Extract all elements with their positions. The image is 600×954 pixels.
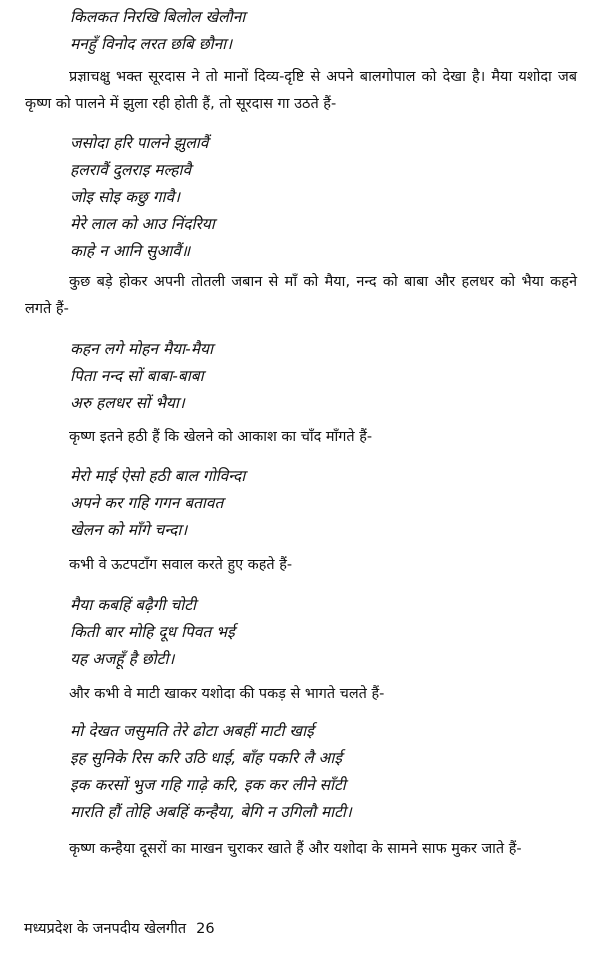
verse-line: खेलन को माँगे चन्दा।	[70, 521, 188, 539]
footer-title: मध्यप्रदेश के जनपदीय खेलगीत	[24, 921, 187, 937]
verse-line: मेरे लाल को आउ निंदरिया	[70, 215, 215, 233]
verse-line: जोइ सोइ कछु गावै।	[70, 188, 181, 206]
verse-line: मेरो माई ऐसो हठी बाल गोविन्दा	[70, 467, 246, 485]
verse-line: जसोदा हरि पालने झुलावैं	[70, 134, 209, 152]
verse-line: पिता नन्द सों बाबा-बाबा	[70, 367, 204, 385]
verse-line: इह सुनिके रिस करि उठि धाई, बाँह पकरि लै आई	[70, 749, 342, 767]
verse-line: मैया कबहिं बढ़ैगी चोटी	[70, 596, 197, 614]
verse-block-4	[70, 463, 570, 544]
paragraph-1: प्रज्ञाचक्षु भक्त सूरदास ने तो मानों दिव्य-दृष्टि से अपने बालगोपाल को देखा है। मैया यशोदा जब कृष्ण को पालने में झुला रही होती हैं, तो सूरदास गा उठते हैं-	[25, 69, 577, 112]
verse-line: किलकत निरखि बिलोल खेलौना	[70, 8, 246, 26]
verse-line: मो देखत जसुमति तेरे ढोटा अबहीं माटी खाई	[70, 722, 314, 740]
verse-line: अपने कर गहि गगन बतावत	[70, 494, 224, 512]
verse-block-6	[70, 718, 570, 826]
verse-block-5	[70, 592, 570, 673]
verse-block-1	[70, 4, 570, 58]
paragraph-3: कृष्ण इतने हठी हैं कि खेलने को आकाश का चाँद माँगते हैं-	[69, 429, 373, 445]
verse-block-2	[70, 130, 570, 265]
page-number: 26	[196, 921, 215, 937]
verse-block-3	[70, 336, 570, 417]
verse-line: अरु हलधर सों भैया।	[70, 394, 185, 412]
verse-line: इक करसों भुज गहि गाढ़े करि, इक कर लीने साँटी	[70, 776, 346, 794]
verse-line: यह अजहूँ है छोटी।	[70, 650, 175, 668]
paragraph-5: और कभी वे माटी खाकर यशोदा की पकड़ से भागते चलते हैं-	[69, 686, 385, 702]
verse-line: मारति हौं तोहि अबहिं कन्हैया, बेगि न उगिलौ माटी।	[70, 803, 352, 821]
paragraph-2: कुछ बड़े होकर अपनी तोतली जबान से माँ को मैया, नन्द को बाबा और हलधर को भैया कहने लगते हैं-	[25, 274, 577, 317]
verse-line: काहे न आनि सुआवैं॥	[70, 242, 191, 260]
verse-line: मनहुँ विनोद लरत छबि छौना।	[70, 35, 233, 53]
page-footer	[24, 918, 215, 938]
paragraph-6: कृष्ण कन्हैया दूसरों का माखन चुराकर खाते हैं और यशोदा के सामने साफ मुकर जाते हैं-	[69, 841, 522, 857]
verse-line: किती बार मोहि दूध पिवत भई	[70, 623, 235, 641]
paragraph-4: कभी वे ऊटपटाँग सवाल करते हुए कहते हैं-	[69, 557, 293, 573]
verse-line: कहन लगे मोहन मैया-मैया	[70, 340, 214, 358]
verse-line: हलरावैं दुलराइ मल्हावै	[70, 161, 192, 179]
